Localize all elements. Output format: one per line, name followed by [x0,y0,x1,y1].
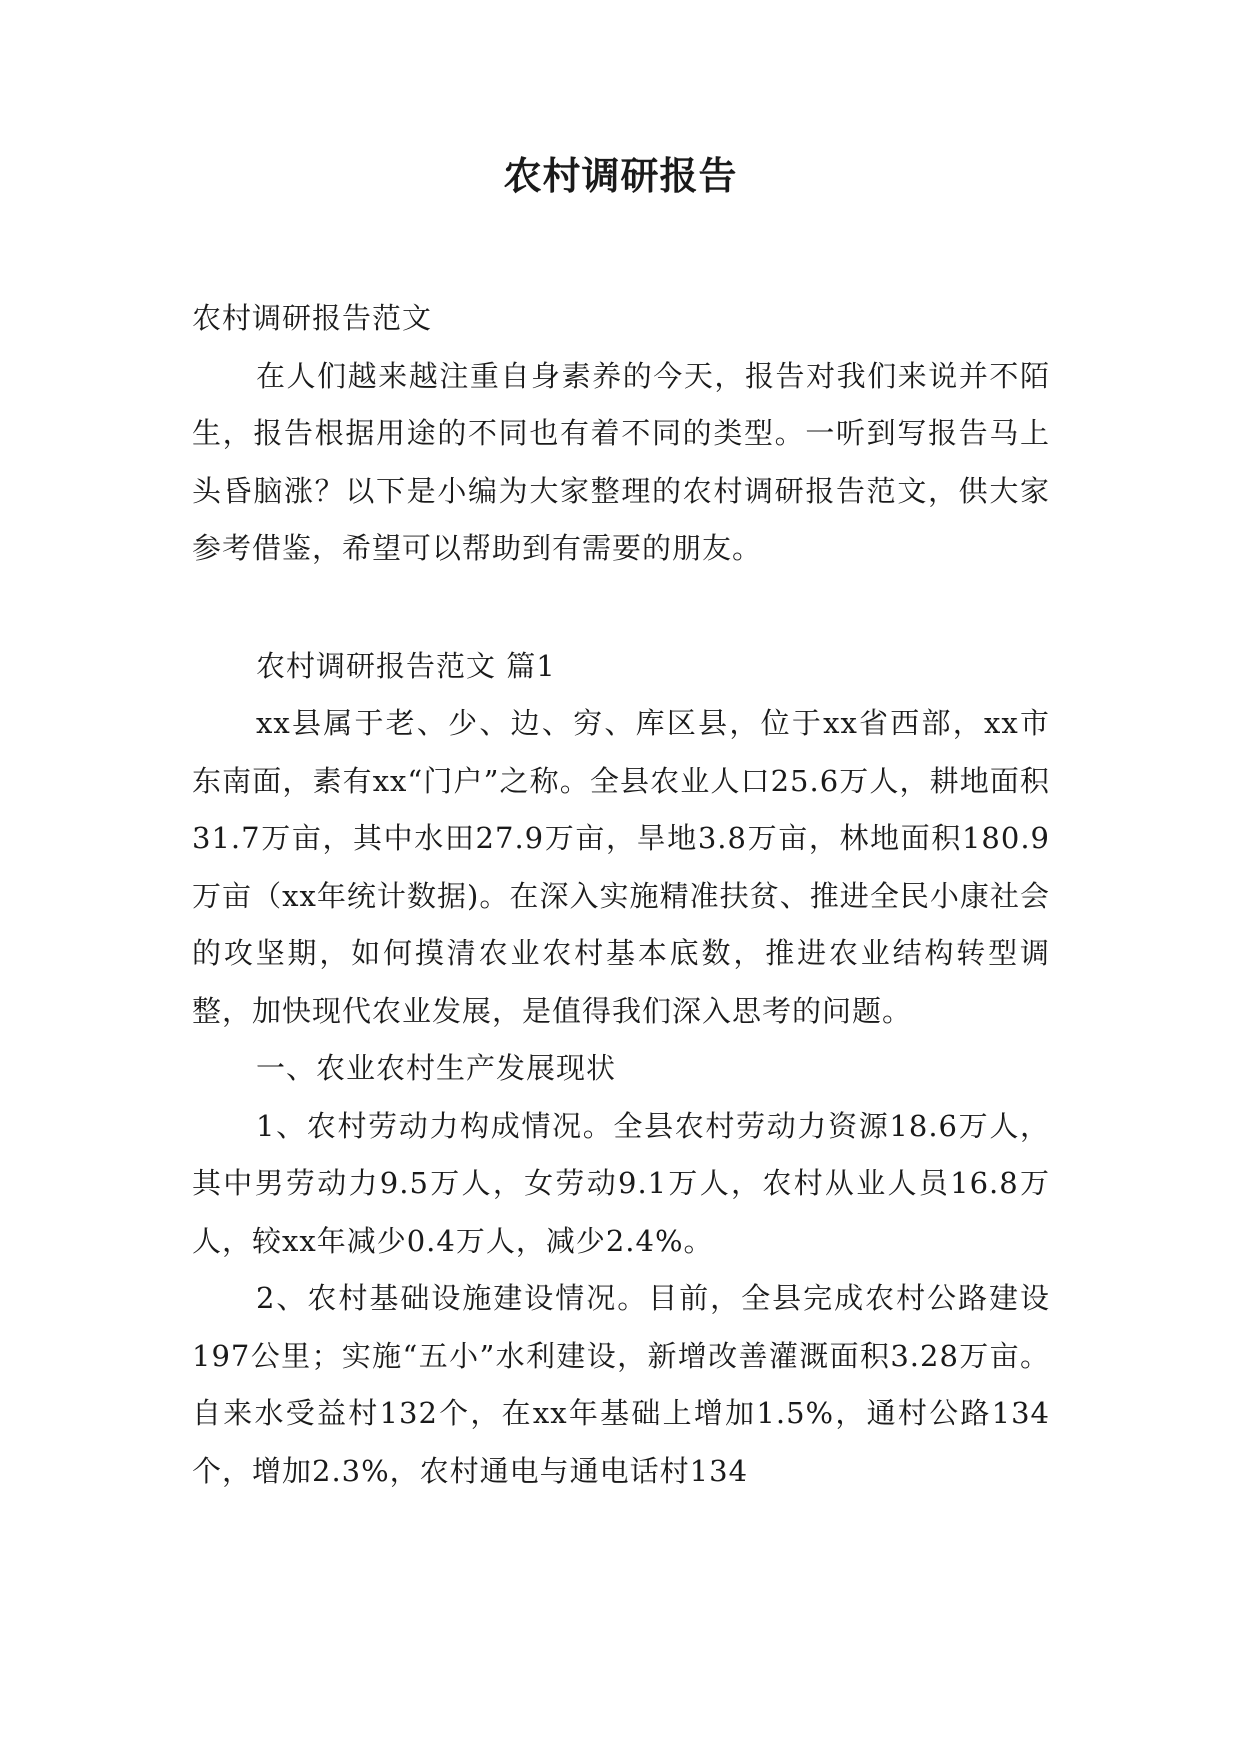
section-spacer [192,578,1050,638]
document-body [192,290,1050,1500]
body-paragraph: 1、农村劳动力构成情况。全县农村劳动力资源18.6万人，其中男劳动力9.5万人，女劳动9.1万人，农村从业人员16.8万人，较xx年减少0.4万人，减少2.4%。 [192,1108,1050,1258]
body-paragraph: 2、农村基础设施建设情况。目前，全县完成农村公路建设197公里；实施“五小”水利建设，新增改善灌溉面积3.28万亩。自来水受益村132个，在xx年基础上增加1.5%，通村公路134个，增加2.3%，农村通电与通电话村134 [192,1281,1050,1488]
section-heading: 农村调研报告范文 篇1 [256,648,556,683]
section-subheading: 一、农业农村生产发展现状 [256,1051,617,1085]
document-title: 农村调研报告 [503,154,738,198]
body-paragraph: xx县属于老、少、边、穷、库区县，位于xx省西部，xx市东南面，素有xx“门户”之称。全县农业人口25.6万人，耕地面积31.7万亩，其中水田27.9万亩，旱地3.8万亩，林地面积180.9万亩（xx年统计数据)。在深入实施精准扶贫、推进全民小康社会的攻坚期，如何摸清农业农村基本底数，推进农业结构转型调整，加快现代农业发展，是值得我们深入思考的问题。 [192,706,1050,1028]
document-subtitle: 农村调研报告范文 [192,301,433,335]
intro-paragraph: 在人们越来越注重自身素养的今天，报告对我们来说并不陌生，报告根据用途的不同也有着不同的类型。一听到写报告马上头昏脑涨？以下是小编为大家整理的农村调研报告范文，供大家参考借鉴，希望可以帮助到有需要的朋友。 [192,358,1050,565]
